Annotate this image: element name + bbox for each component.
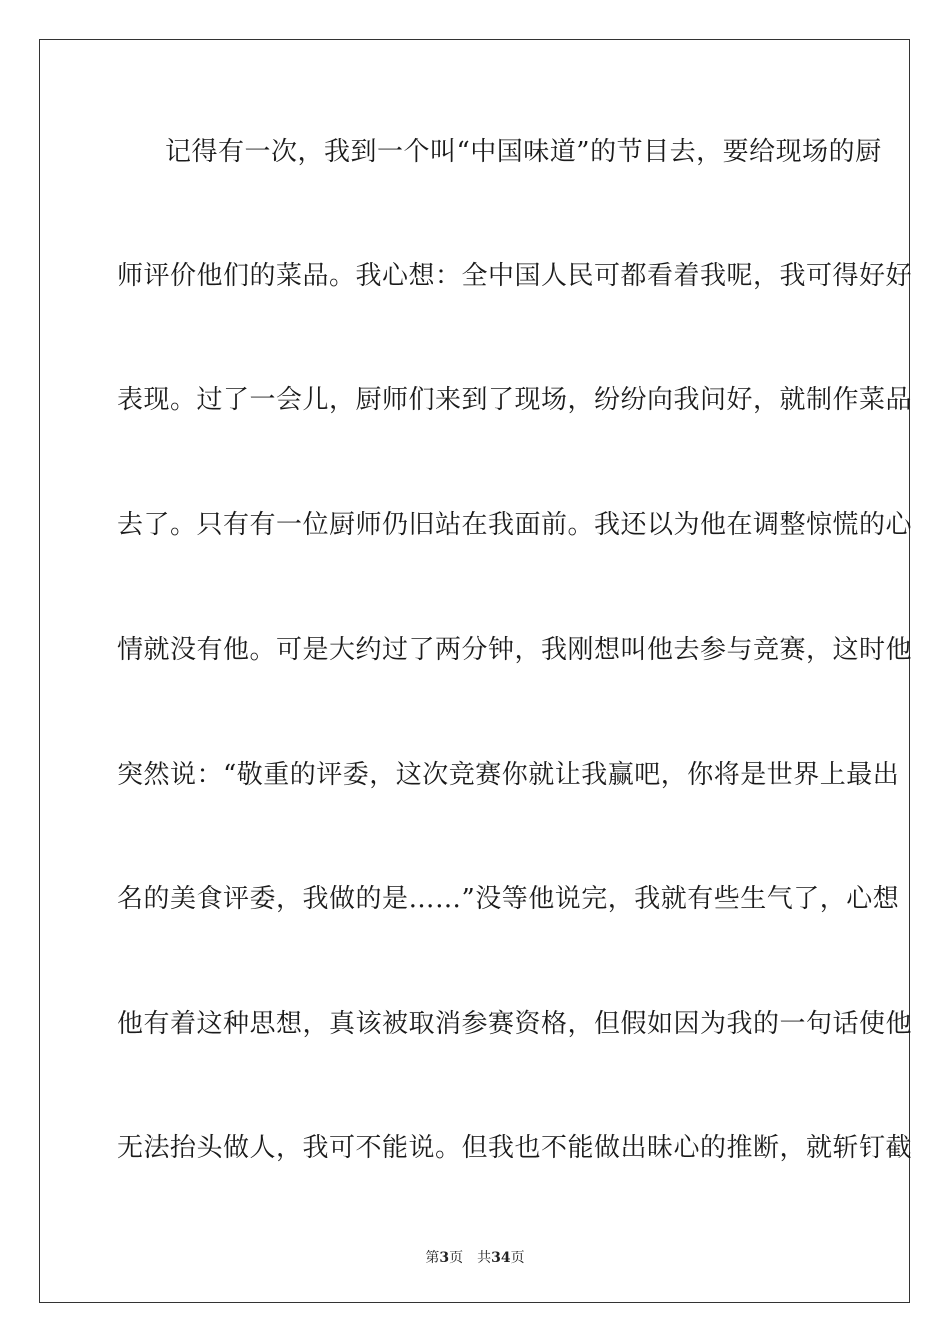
total-pages-label xyxy=(477,1250,524,1266)
page-border xyxy=(39,39,913,1303)
paragraph-line-7: 名的美食评委，我做的是……”没等他说完，我就有些生气了，心想 xyxy=(117,884,900,914)
paragraph-line-4: 去了。只有有一位厨师仍旧站在我面前。我还以为他在调整惊慌的心 xyxy=(117,510,913,540)
paragraph-line-2: 师评价他们的菜品。我心想：全中国人民可都看着我呢，我可得好好 xyxy=(117,261,913,291)
paragraph-line-3: 表现。过了一会儿，厨师们来到了现场，纷纷向我问好，就制作菜品 xyxy=(117,385,913,415)
paragraph-line-6: 突然说：“敬重的评委，这次竞赛你就让我赢吧，你将是世界上最出 xyxy=(117,760,900,790)
paragraph-line-5: 情就没有他。可是大约过了两分钟，我刚想叫他去参与竞赛，这时他 xyxy=(117,635,913,665)
paragraph-line-8: 他有着这种思想，真该被取消参赛资格，但假如因为我的一句话使他 xyxy=(117,1009,913,1039)
total-suffix: 页 xyxy=(510,1250,525,1266)
page-number: 3 xyxy=(439,1250,450,1266)
page-number-label xyxy=(425,1250,463,1266)
total-prefix: 共 xyxy=(477,1250,492,1266)
page-prefix: 第 xyxy=(425,1250,440,1266)
page-footer xyxy=(0,1248,950,1268)
total-pages: 34 xyxy=(491,1250,511,1266)
paragraph-line-1: 记得有一次，我到一个叫“中国味道”的节目去，要给现场的厨 xyxy=(165,137,882,167)
page-suffix: 页 xyxy=(449,1250,464,1266)
paragraph-line-9: 无法抬头做人，我可不能说。但我也不能做出昧心的推断，就斩钉截 xyxy=(117,1133,913,1163)
